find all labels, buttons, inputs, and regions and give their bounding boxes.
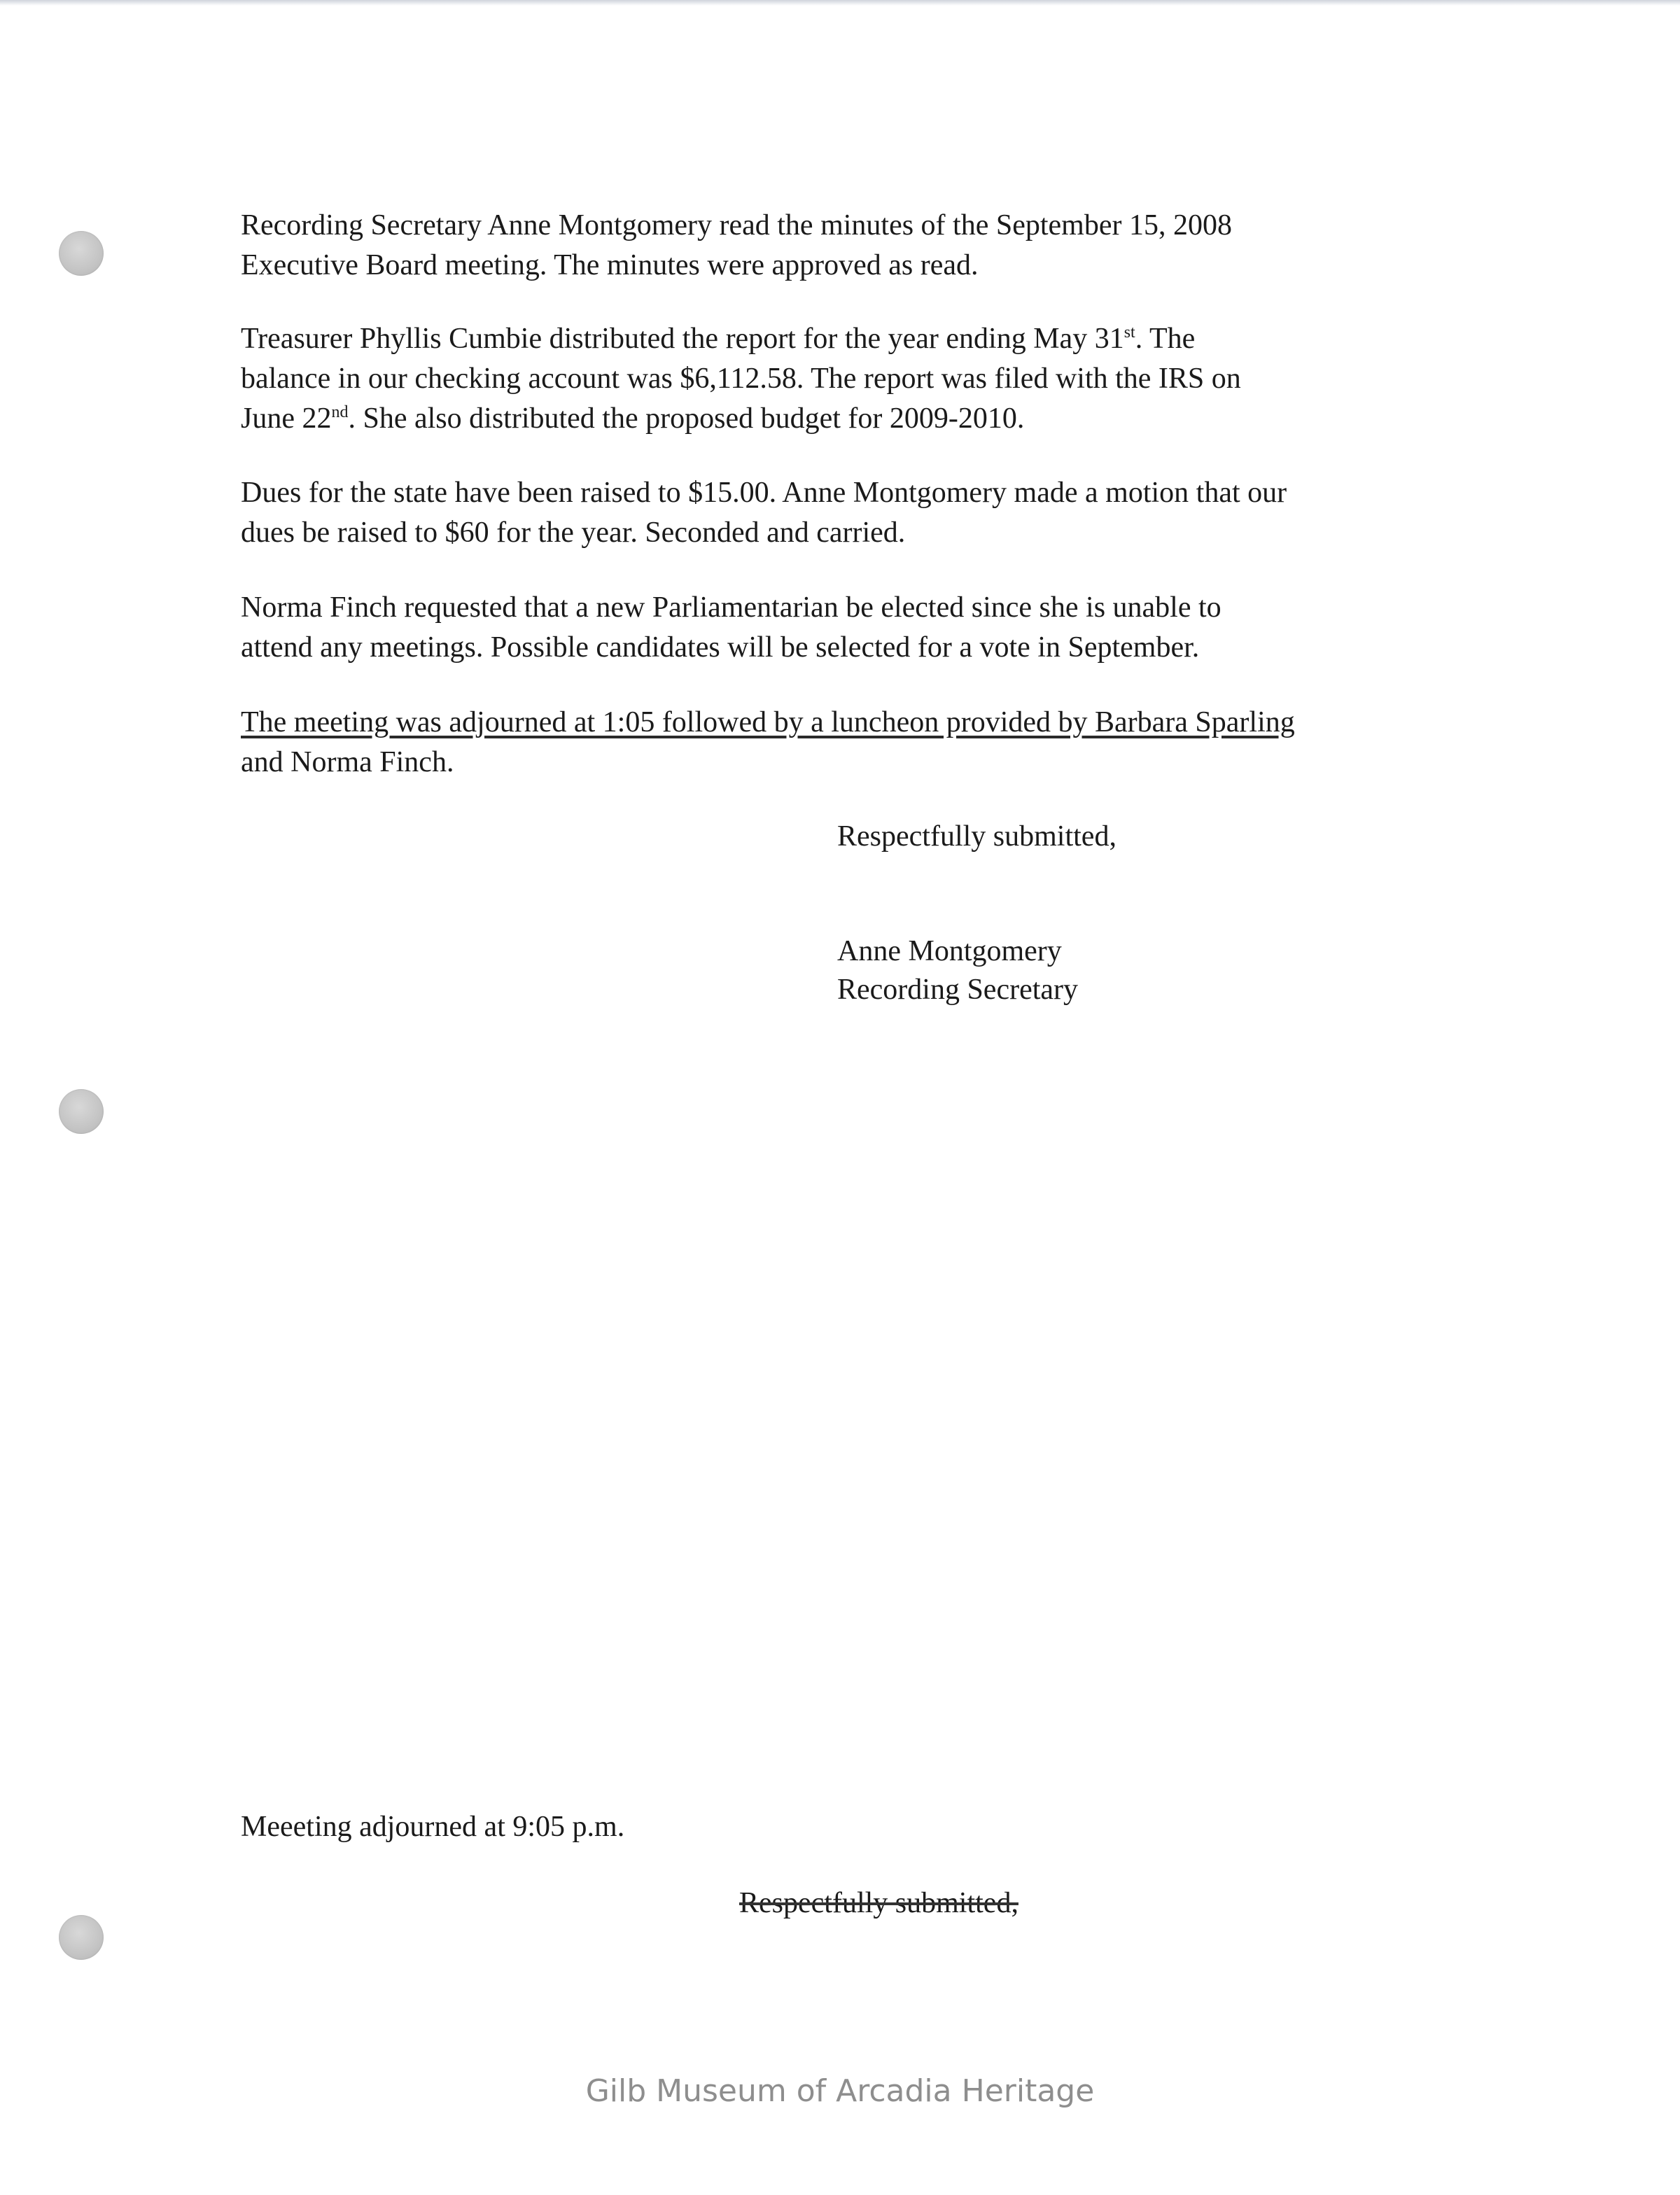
paragraph-parliamentarian: [241, 588, 1473, 668]
signoff-name: Anne Montgomery: [837, 935, 1062, 967]
paragraph-line: Treasurer Phyllis Cumbie distributed the report for the year ending May 31st. The: [241, 323, 1196, 355]
punch-hole-bottom: [59, 1915, 104, 1960]
paragraph-line: June 22nd. She also distributed the proposed budget for 2009-2010.: [241, 402, 1025, 435]
lower-adjournment-note: [241, 1807, 1473, 1847]
paragraph-line: Executive Board meeting. The minutes were approved as read.: [241, 249, 979, 281]
paragraph-dues: [241, 473, 1473, 553]
signoff-title: Recording Secretary: [837, 974, 1079, 1006]
paragraph-line: Meeeting adjourned at 9:05 p.m.: [241, 1811, 625, 1843]
paragraph-line: attend any meetings. Possible candidates will be selected for a vote in September.: [241, 631, 1200, 664]
punch-hole-middle: [59, 1089, 104, 1134]
struck-closing: Respectfully submitted,: [739, 1887, 1018, 1919]
paragraph-minutes-approval: [241, 206, 1473, 286]
ordinal-suffix: st: [1124, 323, 1135, 342]
paragraph-line: The meeting was adjourned at 1:05 followed by a luncheon provided by Barbara Sparling: [241, 706, 1295, 738]
paragraph-treasurer-report: [241, 319, 1473, 439]
punch-hole-top: [59, 231, 104, 276]
ordinal-suffix: nd: [331, 403, 349, 421]
signoff-closing: Respectfully submitted,: [837, 820, 1116, 853]
paragraph-line: Dues for the state have been raised to $15.00. Anne Montgomery made a motion that our: [241, 477, 1287, 509]
paragraph-line: and Norma Finch.: [241, 746, 454, 778]
paragraph-adjournment: [241, 703, 1473, 783]
paragraph-line: dues be raised to $60 for the year. Seconded and carried.: [241, 517, 906, 549]
paragraph-line: Norma Finch requested that a new Parliamentarian be elected since she is unable to: [241, 591, 1222, 624]
paragraph-line: Recording Secretary Anne Montgomery read the minutes of the September 15, 2008: [241, 209, 1232, 241]
watermark: Gilb Museum of Arcadia Heritage: [585, 2073, 1095, 2109]
page-top-edge: [0, 0, 1680, 6]
paragraph-line: balance in our checking account was $6,112.58. The report was filed with the IRS on: [241, 363, 1241, 395]
